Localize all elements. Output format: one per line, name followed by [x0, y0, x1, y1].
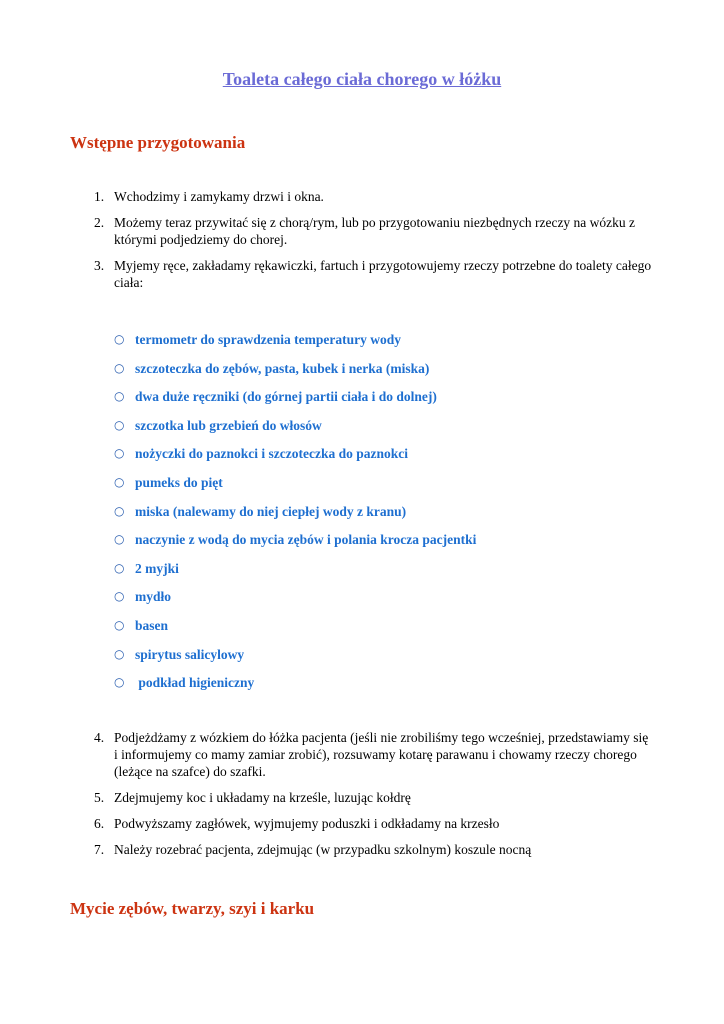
item-number: 1.	[94, 189, 105, 204]
circle-bullet-icon: ○	[114, 589, 125, 604]
circle-bullet-icon: ○	[114, 389, 125, 404]
supply-item	[114, 617, 476, 646]
supply-text: szczoteczka do zębów, pasta, kubek i nerka (miska)	[135, 360, 430, 376]
supply-item	[114, 474, 476, 503]
item-number: 7.	[94, 842, 105, 857]
supply-item	[114, 560, 476, 589]
supply-item	[114, 531, 476, 560]
list-item	[94, 815, 654, 832]
steps-list-a	[94, 188, 654, 300]
list-item	[94, 789, 654, 806]
list-item	[94, 729, 654, 780]
supply-text: spirytus salicylowy	[135, 646, 245, 662]
item-text: Możemy teraz przywitać się z chorą/rym, lub po przygotowaniu niezbędnych rzeczy na wózku z którymi podjedziemy do chorej.	[114, 215, 636, 247]
item-number: 2.	[94, 215, 105, 230]
item-number: 5.	[94, 790, 105, 805]
item-text: Wchodzimy i zamykamy drzwi i okna.	[114, 189, 324, 204]
steps-list-b	[94, 729, 654, 867]
circle-bullet-icon: ○	[114, 446, 125, 461]
circle-bullet-icon: ○	[114, 503, 125, 518]
supply-text: basen	[135, 617, 169, 633]
item-text: Należy rozebrać pacjenta, zdejmując (w przypadku szkolnym) koszule nocną	[114, 842, 532, 857]
supply-item	[114, 674, 476, 703]
section-heading-preparation: Wstępne przygotowania	[70, 133, 246, 152]
circle-bullet-icon: ○	[114, 675, 125, 690]
supply-text: nożyczki do paznokci i szczoteczka do paznokci	[135, 446, 408, 462]
supplies-list	[114, 331, 476, 703]
circle-bullet-icon: ○	[114, 560, 125, 575]
item-text: Podwyższamy zagłówek, wyjmujemy poduszki i odkładamy na krzesło	[114, 816, 500, 831]
section-heading-teeth-face: Mycie zębów, twarzy, szyi i karku	[70, 899, 315, 918]
supply-text: miska (nalewamy do niej ciepłej wody z kranu)	[135, 503, 407, 519]
item-number: 4.	[94, 730, 105, 745]
supply-text: naczynie z wodą do mycia zębów i polania krocza pacjentki	[135, 532, 477, 548]
supply-text: 2 myjki	[135, 560, 179, 576]
supply-item	[114, 331, 476, 360]
supply-item	[114, 388, 476, 417]
circle-bullet-icon: ○	[114, 532, 125, 547]
circle-bullet-icon: ○	[114, 332, 125, 346]
supply-item	[114, 417, 476, 446]
supply-item	[114, 646, 476, 675]
supply-item	[114, 503, 476, 532]
document-title: Toaleta całego ciała chorego w łóżku	[222, 69, 502, 89]
circle-bullet-icon: ○	[114, 417, 125, 432]
list-item	[94, 257, 654, 291]
list-item	[94, 188, 654, 205]
item-number: 3.	[94, 258, 105, 273]
supply-text: szczotka lub grzebień do włosów	[135, 417, 322, 433]
supply-item	[114, 445, 476, 474]
item-text: Zdejmujemy koc i układamy na krześle, luzując kołdrę	[114, 790, 411, 805]
circle-bullet-icon: ○	[114, 617, 125, 632]
supply-text: termometr do sprawdzenia temperatury wody	[135, 332, 401, 347]
supply-text: podkład higieniczny	[135, 675, 255, 691]
supply-text: mydło	[135, 589, 172, 605]
circle-bullet-icon: ○	[114, 360, 125, 375]
item-text: Myjemy ręce, zakładamy rękawiczki, fartuch i przygotowujemy rzeczy potrzebne do toalety całego ciała:	[114, 258, 652, 290]
item-number: 6.	[94, 816, 105, 831]
supply-text: dwa duże ręczniki (do górnej partii ciała i do dolnej)	[135, 389, 437, 405]
supply-item	[114, 360, 476, 389]
supply-text: pumeks do pięt	[135, 474, 223, 490]
list-item	[94, 841, 654, 858]
supply-item	[114, 588, 476, 617]
circle-bullet-icon: ○	[114, 474, 125, 489]
circle-bullet-icon: ○	[114, 646, 125, 661]
item-text: Podjeżdżamy z wózkiem do łóżka pacjenta (jeśli nie zrobiliśmy tego wcześniej, przedstawiamy się i informujemy co mamy zamiar zrobić), rozsuwamy kotarę parawanu i chowamy rzeczy chorego (leżące na szafce) do szafki.	[114, 730, 649, 779]
list-item	[94, 214, 654, 248]
